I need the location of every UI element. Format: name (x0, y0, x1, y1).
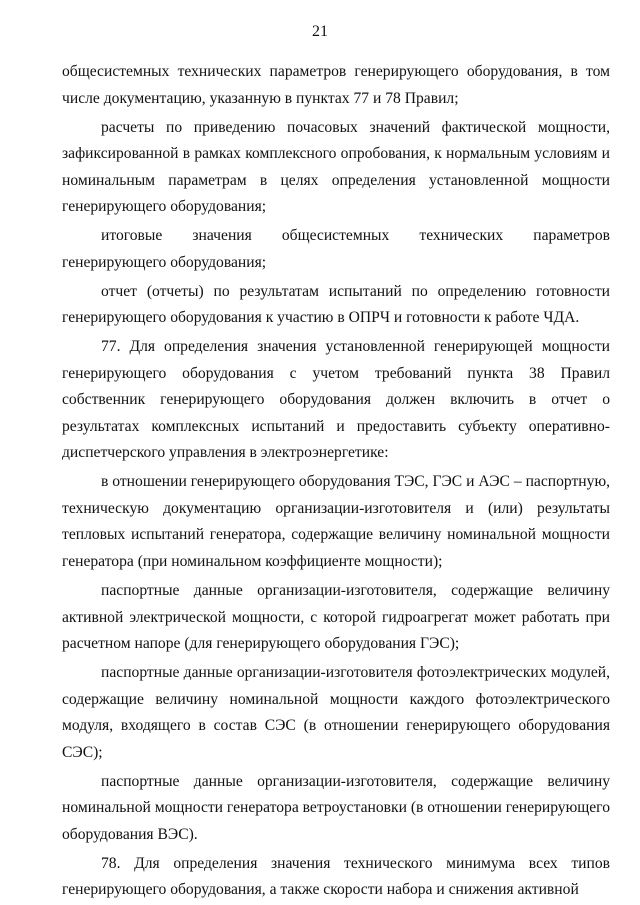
paragraph-ses-passport: паспортные данные организации-изготовителя фотоэлектрических модулей, содержащие величину номинальной мощности каждого фотоэлектрического модуля, входящего в состав СЭС (в отношении генерирующего оборудования СЭС); (62, 664, 610, 761)
paragraph-continuation: общесистемных технических параметров генерирующего оборудования, в том числе документацию, указанную в пунктах 77 и 78 Правил; (62, 63, 610, 107)
paragraph-calculations: расчеты по приведению почасовых значений фактической мощности, зафиксированной в рамках комплексного опробования, к нормальным условиям и номинальным параметрам в целях определения установленной мощности генерирующего оборудования; (62, 118, 610, 216)
document-body (62, 59, 610, 904)
paragraph-ges-passport: паспортные данные организации-изготовителя, содержащие величину активной электрической мощности, с которой гидроагрегат может работать при расчетном напоре (для генерирующего оборудования ГЭС); (62, 582, 610, 653)
page-number: 21 (312, 23, 328, 40)
paragraph-ves-passport: паспортные данные организации-изготовителя, содержащие величину номинальной мощности генератора ветроустановки (в отношении генерирующего оборудования ВЭС). (62, 772, 610, 843)
paragraph-tes-ges-aes: в отношении генерирующего оборудования ТЭС, ГЭС и АЭС – паспортную, техническую документацию организации-изготовителя и (или) результаты тепловых испытаний генератора, содержащие величину номинальной мощности генератора (при номинальном коэффициенте мощности); (62, 473, 610, 570)
paragraph-final-values: итоговые значения общесистемных технических параметров генерирующего оборудования; (62, 227, 610, 271)
paragraph-test-report: отчет (отчеты) по результатам испытаний по определению готовности генерирующего оборудования к участию в ОПРЧ и готовности к работе ЧДА. (62, 282, 610, 327)
paragraph-clause-78: 78. Для определения значения технического минимума всех типов генерирующего оборудования, а также скорости набора и снижения активной (62, 854, 610, 899)
paragraph-clause-77: 77. Для определения значения установленной генерирующей мощности генерирующего оборудования с учетом требований пункта 38 Правил собственник генерирующего оборудования должен включить в отчет о результатах комплексных испытаний и предоставить субъекту оперативно-диспетчерского управления в электроэнергетике: (62, 338, 610, 462)
